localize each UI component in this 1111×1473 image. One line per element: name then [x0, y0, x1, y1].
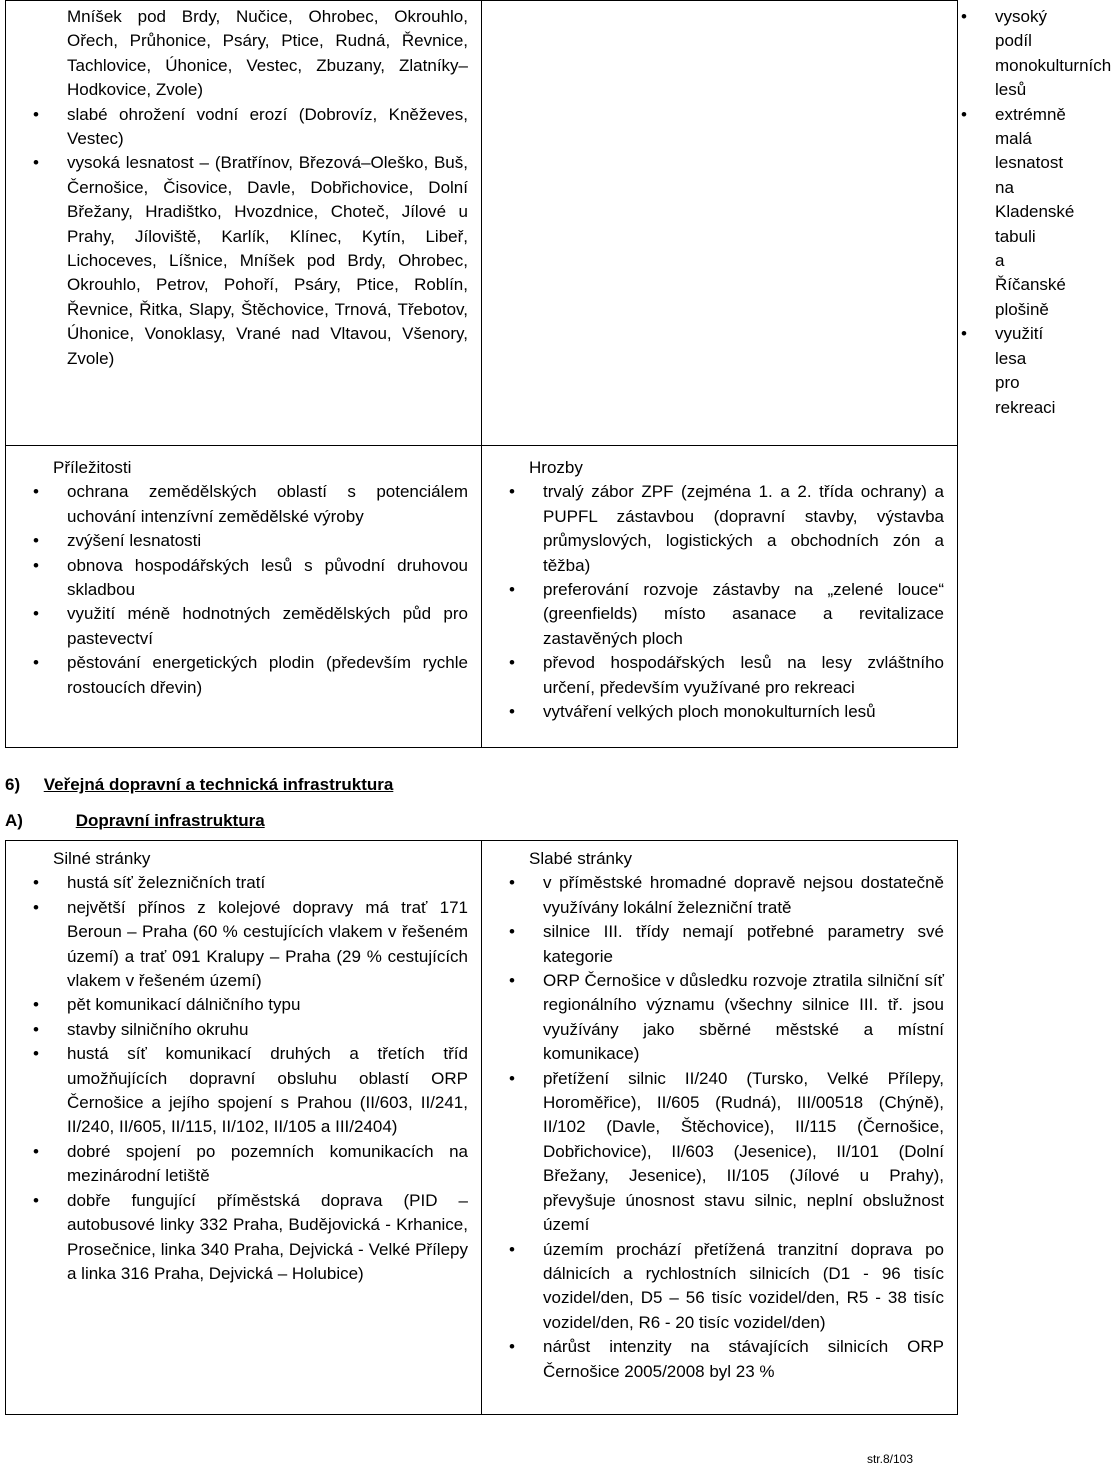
list-item: • zvýšení lesnatosti	[67, 529, 468, 553]
list-item: • vytváření velkých ploch monokulturních lesů	[543, 700, 944, 724]
strengths-continued-cell	[6, 1, 482, 446]
weaknesses-list	[482, 871, 957, 1384]
list-item: • hustá síť železničních tratí	[67, 871, 468, 895]
list-item: • hustá síť komunikací druhých a třetích tříd umožňujících dopravní obsluhu oblastí ORP Černošice a jejího spojení s Prahou (II/603, II/241, II/240, II/605, II/115, II/102, II/105 a III/2404)	[67, 1042, 468, 1140]
list-item: • slabé ohrožení vodní erozí (Dobrovíz, Kněževes, Vestec)	[67, 103, 468, 152]
list-item: • v příměstské hromadné dopravě nejsou dostatečně využívány lokální železniční tratě	[543, 871, 944, 920]
list-item: • největší přínos z kolejové dopravy má trať 171 Beroun – Praha (60 % cestujících vlakem v řešeném území) a trať 091 Kralupy – Praha (29 % cestujících vlakem v řešeném území)	[67, 896, 468, 994]
environment-swot-table	[5, 0, 1111, 748]
list-item: • pět komunikací dálničního typu	[67, 993, 468, 1017]
list-item: • územím prochází přetížená tranzitní doprava po dálnicích a rychlostních silnicích (D1 - 96 tisíc vozidel/den, D5 – 56 tisíc vozidel/den, R5 - 38 tisíc vozidel/den, R6 - 20 tisíc vozidel/den)	[543, 1238, 944, 1336]
list-item: • obnova hospodářských lesů s původní druhovou skladbou	[67, 554, 468, 603]
strengths-list	[6, 871, 481, 1286]
list-item: • preferování rozvoje zástavby na „zelené louce“ (greenfields) místo asanace a revitalizace zastavěných ploch	[543, 578, 944, 651]
weaknesses-heading: Slabé stránky	[529, 849, 632, 868]
list-item: • přetížení silnic II/240 (Tursko, Velké Přílepy, Horoměřice), II/605 (Rudná), III/00518 (Chýně), II/102 (Davle, Štěchovice), II/115 (Černošice, Dobřichovice), II/603 (Jesenice), II/101 (Dolní Břežany, Jesenice), II/105 (Jílové u Prahy), převyšuje únosnost stavu silnic, neplní obslužnost území	[543, 1067, 944, 1238]
list-item: • silnice III. třídy nemají potřebné parametry své kategorie	[543, 920, 944, 969]
strengths-cell	[6, 841, 482, 1415]
section-number: A)	[5, 811, 23, 830]
list-item: • trvalý zábor ZPF (zejména 1. a 2. třída ochrany) a PUPFL zástavbou (dopravní stavby, výstavba průmyslových, logistických a obchodních zón a těžba)	[543, 480, 944, 578]
threats-heading: Hrozby	[529, 458, 583, 477]
section-heading-infrastructure	[5, 773, 393, 797]
list-item: • ORP Černošice v důsledku rozvoje ztratila silniční síť regionálního významu (všechny silnice III. tř. jsou využívány jako sběrné městské a místní komunikace)	[543, 969, 944, 1067]
list-item: • nárůst intenzity na stávajících silnicích ORP Černošice 2005/2008 byl 23 %	[543, 1335, 944, 1384]
weaknesses-continued-list: vysoký podíl monokulturních lesů extrémně malá lesnatost na Kladenské tabuli a Říčanské plošině využití lesa pro rekreaci	[995, 7, 1111, 417]
list-item: • převod hospodářských lesů na lesy zvláštního určení, především využívané pro rekreaci	[543, 651, 944, 700]
list-item: • ochrana zemědělských oblastí s potenciálem uchování intenzívní zemědělské výroby	[67, 480, 468, 529]
opportunities-heading: Příležitosti	[53, 458, 132, 477]
list-item: • dobře fungující příměstská doprava (PID – autobusové linky 332 Praha, Budějovická - Krhanice, Prosečnice, linka 340 Praha, Dejvická - Velké Přílepy a linka 316 Praha, Dejvická – Holubice)	[67, 1189, 468, 1287]
transport-swot-table	[5, 840, 958, 1415]
subsection-heading-transport	[5, 809, 265, 833]
strengths-heading: Silné stránky	[53, 849, 151, 868]
weaknesses-continued-cell	[482, 1, 1111, 446]
threats-cell	[482, 446, 958, 748]
section-number: 6)	[5, 775, 21, 794]
opportunities-list	[6, 480, 481, 700]
list-item: • dobré spojení po pozemních komunikacích na mezinárodní letiště	[67, 1140, 468, 1189]
list-item: • využití méně hodnotných zemědělských půd pro pastevectví	[67, 602, 468, 651]
list-item: • stavby silničního okruhu	[67, 1018, 468, 1042]
strengths-continued-list	[6, 1, 481, 371]
page-number: str.8/103	[866, 1452, 913, 1466]
list-item: • pěstování energetických plodin (především rychle rostoucích dřevin)	[67, 651, 468, 700]
threats-list	[482, 480, 957, 724]
list-item: • vysoká lesnatost – (Bratřínov, Březová–Oleško, Buš, Černošice, Čisovice, Davle, Dobřichovice, Dolní Břežany, Hradištko, Hvozdnice, Choteč, Jílové u Prahy, Jíloviště, Karlík, Klínec, Kytín, Libeř, Lichoceves, Líšnice, Mníšek pod Brdy, Ohrobec, Okrouhlo, Petrov, Pohoří, Psáry, Ptice, Roblín, Řevnice, Řitka, Slapy, Štěchovice, Trnová, Třebotov, Úhonice, Vonoklasy, Vrané nad Vltavou, Všenory, Zvole)	[67, 151, 468, 371]
weaknesses-cell	[482, 841, 958, 1415]
section-title: Dopravní infrastruktura	[75, 811, 265, 830]
list-item: Mníšek pod Brdy, Nučice, Ohrobec, Okrouhlo, Ořech, Průhonice, Psáry, Ptice, Rudná, Řevnice, Tachlovice, Úhonice, Vestec, Zbuzany, Zlatníky–Hodkovice, Zvole)	[67, 7, 468, 100]
section-title: Veřejná dopravní a technická infrastruktura	[43, 775, 394, 794]
opportunities-cell	[6, 446, 482, 748]
